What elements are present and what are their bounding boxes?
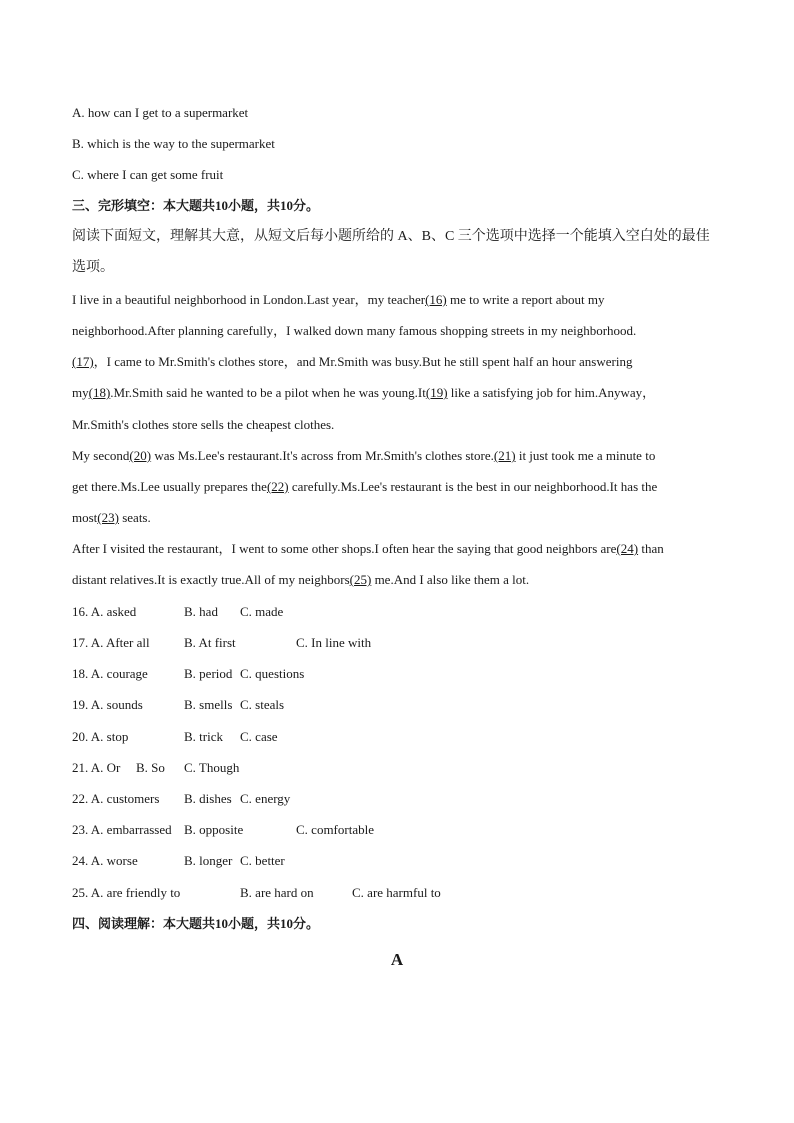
heading-text: 分。: [293, 916, 320, 931]
heading-number: 10: [280, 198, 294, 213]
passage-text: After I visited the restaurant，I went to some other shops.I often hear the saying that good neighbors are: [72, 541, 617, 556]
question-option-b: B. smells: [184, 697, 233, 712]
part-label: A: [390, 950, 404, 969]
passage-line: [72, 354, 632, 370]
question-option-a: 25. A. are friendly to: [72, 885, 181, 900]
question-option-a: 19. A. sounds: [72, 697, 143, 712]
option-b-prev: B. which is the way to the supermarket: [72, 136, 275, 151]
question-option-a: 21. A. Or: [72, 760, 121, 775]
blank-17: (17): [72, 354, 94, 369]
question-option-c: C. questions: [240, 666, 305, 681]
question-option-c: C. case: [240, 729, 278, 744]
option-a-prev: A. how can I get to a supermarket: [72, 105, 249, 120]
passage-text: me.And I also like them a lot.: [371, 572, 530, 587]
passage-text: get there.Ms.Lee usually prepares the: [72, 479, 267, 494]
question-option-b: B. longer: [184, 853, 233, 868]
heading-text: 小题，共: [228, 198, 281, 213]
passage-text: I live in a beautiful neighborhood in London.Last year，my teacher: [72, 292, 426, 307]
passage-text: it just took me a minute to: [515, 448, 656, 463]
question-option-b: B. trick: [184, 729, 223, 744]
passage-text: ，I came to Mr.Smith's clothes store，and Mr.Smith was busy.But he still spent half an hour answering: [93, 354, 633, 369]
question-option-c: C. better: [240, 853, 285, 868]
passage-text: me to write a report about my: [446, 292, 605, 307]
passage-text: my: [72, 385, 89, 400]
question-option-c: C. energy: [240, 791, 291, 806]
heading-number: 10: [215, 198, 229, 213]
question-option-b: B. dishes: [184, 791, 232, 806]
passage-line: [72, 385, 655, 401]
passage-text: like a satisfying job for him.Anyway，: [447, 385, 656, 400]
question-option-b: B. had: [184, 604, 218, 619]
passage-text: My second: [72, 448, 130, 463]
heading-text: 四、阅读理解：本大题共: [72, 916, 216, 931]
passage-text: most: [72, 510, 98, 525]
passage-line: Mr.Smith's clothes store sells the cheapest clothes.: [72, 417, 335, 432]
question-option-a: 17. A. After all: [72, 635, 150, 650]
question-option-c: C. steals: [240, 697, 285, 712]
blank-21: (21): [493, 448, 516, 463]
blank-19: (19): [425, 385, 448, 400]
passage-line: [72, 510, 151, 526]
heading-text: 小题，共: [228, 916, 281, 931]
question-option-b: B. So: [136, 760, 165, 775]
question-option-a: 16. A. asked: [72, 604, 137, 619]
passage-line: neighborhood.After planning carefully，I walked down many famous shopping streets in my neighborhood.: [72, 323, 637, 338]
question-option-c: C. made: [240, 604, 284, 619]
blank-23: (23): [97, 510, 119, 525]
passage-text: was Ms.Lee's restaurant.It's across from Mr.Smith's clothes store.: [151, 448, 494, 463]
instruction-line-1: 阅读下面短文，理解其大意，从短文后每小题所给的 A、B、C 三个选项中选择一个能填入空白处的最佳: [72, 229, 710, 244]
question-option-c: C. are harmful to: [352, 885, 441, 900]
passage-text: distant relatives.It is exactly true.All of my neighbors: [72, 572, 350, 587]
passage-line: [72, 292, 605, 308]
passage-line: [72, 448, 655, 464]
passage-text: than: [638, 541, 664, 556]
blank-22: (22): [266, 479, 289, 494]
question-option-c: C. Though: [184, 760, 240, 775]
passage-text: seats.: [118, 510, 151, 525]
question-option-c: C. comfortable: [296, 822, 374, 837]
section3-heading: [72, 198, 319, 214]
heading-number: 10: [280, 916, 294, 931]
question-option-b: B. At first: [184, 635, 236, 650]
instruction-line-2: 选项。: [72, 260, 114, 275]
blank-16: (16): [425, 292, 447, 307]
blank-24: (24): [616, 541, 639, 556]
option-c-prev: C. where I can get some fruit: [72, 167, 224, 182]
question-option-a: 23. A. embarrassed: [72, 822, 172, 837]
blank-18: (18): [88, 385, 111, 400]
section4-heading: [72, 916, 319, 932]
blank-25: (25): [349, 572, 372, 587]
question-option-a: 22. A. customers: [72, 791, 160, 806]
question-option-b: B. are hard on: [240, 885, 314, 900]
question-option-b: B. opposite: [184, 822, 244, 837]
question-option-b: B. period: [184, 666, 233, 681]
heading-text: 分。: [293, 198, 320, 213]
passage-line: [72, 572, 529, 588]
question-option-a: 18. A. courage: [72, 666, 148, 681]
passage-text: .Mr.Smith said he wanted to be a pilot when he was young.It: [110, 385, 426, 400]
question-option-c: C. In line with: [296, 635, 372, 650]
passage-line: [72, 479, 657, 495]
heading-number: 10: [215, 916, 229, 931]
passage-line: [72, 541, 664, 557]
question-option-a: 24. A. worse: [72, 853, 138, 868]
heading-text: 三、完形填空：本大题共: [72, 198, 216, 213]
question-option-a: 20. A. stop: [72, 729, 129, 744]
passage-text: carefully.Ms.Lee's restaurant is the best in our neighborhood.It has the: [288, 479, 658, 494]
blank-20: (20): [129, 448, 152, 463]
